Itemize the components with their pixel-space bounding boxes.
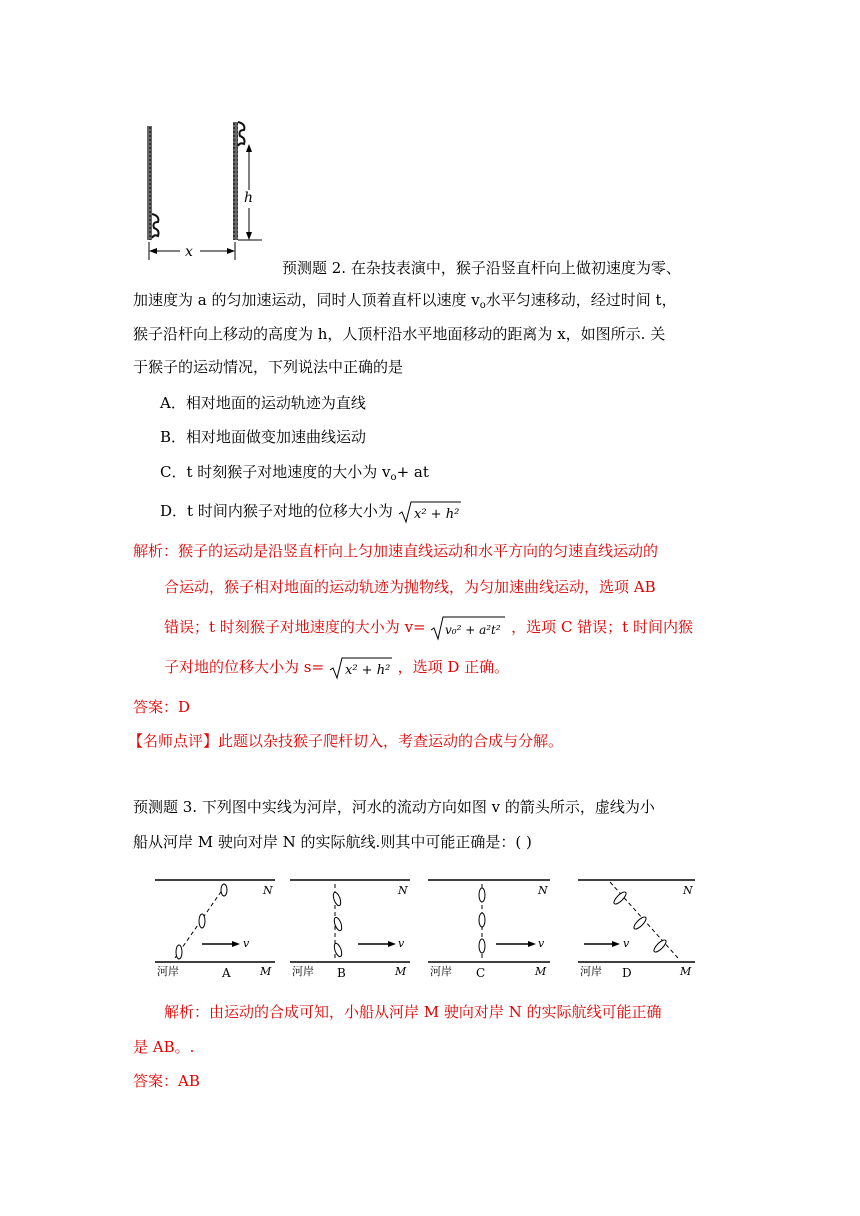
boat-icon: [479, 888, 485, 902]
boat-icon: [199, 914, 205, 928]
svg-text:v: v: [538, 937, 545, 950]
svg-text:河岸: 河岸: [580, 965, 602, 978]
x-label: x: [185, 244, 193, 260]
q2-answer: 答案：D: [133, 698, 191, 716]
q2-line2: 加速度为 a 的匀加速运动，同时人顶着直杆以速度 $v_o$水平匀速移动，经过时间 t，: [133, 291, 677, 311]
svg-text:河岸: 河岸: [292, 965, 314, 978]
svg-text:M: M: [535, 965, 547, 978]
svg-text:M: M: [260, 965, 272, 978]
monkey-bottom-icon: [152, 214, 159, 238]
panel-b: [290, 880, 410, 980]
boat-icon: [333, 916, 343, 931]
panel-a: [155, 880, 275, 980]
q2-analysis-line4: 子对地的位移大小为 s= x² + h² ，选项 D 正确。: [164, 658, 510, 678]
svg-text:x² + h²: x² + h²: [413, 507, 459, 522]
svg-text:B: B: [337, 966, 346, 980]
monkey-pole-figure: [140, 118, 270, 268]
svg-text:v₀² + a²t²: v₀² + a²t²: [445, 623, 502, 637]
boat-icon: [479, 939, 485, 953]
svg-text:河岸: 河岸: [157, 965, 179, 978]
q3-answer: 答案：AB: [133, 1072, 200, 1090]
svg-text:v: v: [398, 937, 405, 950]
h-label: h: [244, 190, 254, 206]
svg-text:x² + h²: x² + h²: [344, 663, 391, 678]
panel-c: [428, 880, 550, 980]
boat-icon: [632, 915, 648, 931]
boat-icon: [221, 884, 227, 896]
monkey-top-icon: [238, 122, 245, 146]
svg-text:N: N: [683, 884, 693, 897]
boat-icon: [332, 891, 342, 906]
svg-text:v: v: [623, 937, 630, 950]
q2-line4: 于猴子的运动情况，下列说法中正确的是: [133, 358, 404, 376]
sqrt-velocity-formula: [430, 615, 506, 641]
boat-icon: [479, 913, 485, 927]
svg-text:A: A: [222, 966, 231, 980]
svg-text:M: M: [680, 965, 692, 978]
boat-icon: [333, 942, 343, 957]
q2-line3: 猴子沿杆向上移动的高度为 h，人顶杆沿水平地面移动的距离为 x，如图所示. 关: [133, 325, 666, 343]
boat-icon: [176, 945, 182, 959]
svg-text:D: D: [622, 966, 632, 980]
panel-d: [578, 880, 695, 980]
q2-analysis-line2: 合运动，猴子相对地面的运动轨迹为抛物线，为匀加速曲线运动，选项 AB: [164, 578, 656, 596]
option-c: C．t 时刻猴子对地速度的大小为 $v_o+$ at: [160, 463, 429, 483]
q2-analysis-line3: 错误；t 时刻猴子对地速度的大小为 v= v₀² + a²t² ，选项 C 错误；t 时间内猴: [164, 615, 693, 641]
river-boat-figure: [150, 868, 710, 984]
boat-icon: [652, 938, 668, 954]
q2-line1: 预测题 2. 在杂技表演中，猴子沿竖直杆向上做初速度为零、: [282, 259, 681, 277]
option-d: D．t 时间内猴子对地的位移大小为 x² + h²: [160, 500, 462, 524]
svg-text:v: v: [243, 937, 250, 950]
svg-text:M: M: [395, 965, 407, 978]
q3-analysis-line2: 是 AB。.: [133, 1038, 195, 1056]
q2-analysis-line1: 解析：猴子的运动是沿竖直杆向上匀加速直线运动和水平方向的匀速直线运动的: [133, 542, 659, 560]
left-pole: [147, 126, 152, 240]
q3-line1: 预测题 3. 下列图中实线为河岸，河水的流动方向如图 v 的箭头所示，虚线为小: [133, 798, 655, 816]
right-pole: [233, 122, 238, 240]
svg-text:C: C: [476, 966, 486, 980]
option-b: B．相对地面做变加速曲线运动: [160, 428, 367, 446]
option-a: A．相对地面的运动轨迹为直线: [160, 394, 366, 412]
sqrt-x2-h2-formula: [398, 500, 462, 524]
q3-analysis-line1: 解析：由运动的合成可知，小船从河岸 M 驶向对岸 N 的实际航线可能正确: [164, 1003, 662, 1021]
sqrt-displacement-formula: [329, 656, 393, 680]
svg-text:河岸: 河岸: [430, 965, 452, 978]
svg-text:N: N: [398, 884, 408, 897]
q3-line2: 船从河岸 M 驶向对岸 N 的实际航线.则其中可能正确是：( ): [133, 833, 532, 851]
q2-comment: 【名师点评】此题以杂技猴子爬杆切入，考查运动的合成与分解。: [128, 732, 564, 750]
svg-text:N: N: [263, 884, 273, 897]
svg-text:N: N: [538, 884, 548, 897]
